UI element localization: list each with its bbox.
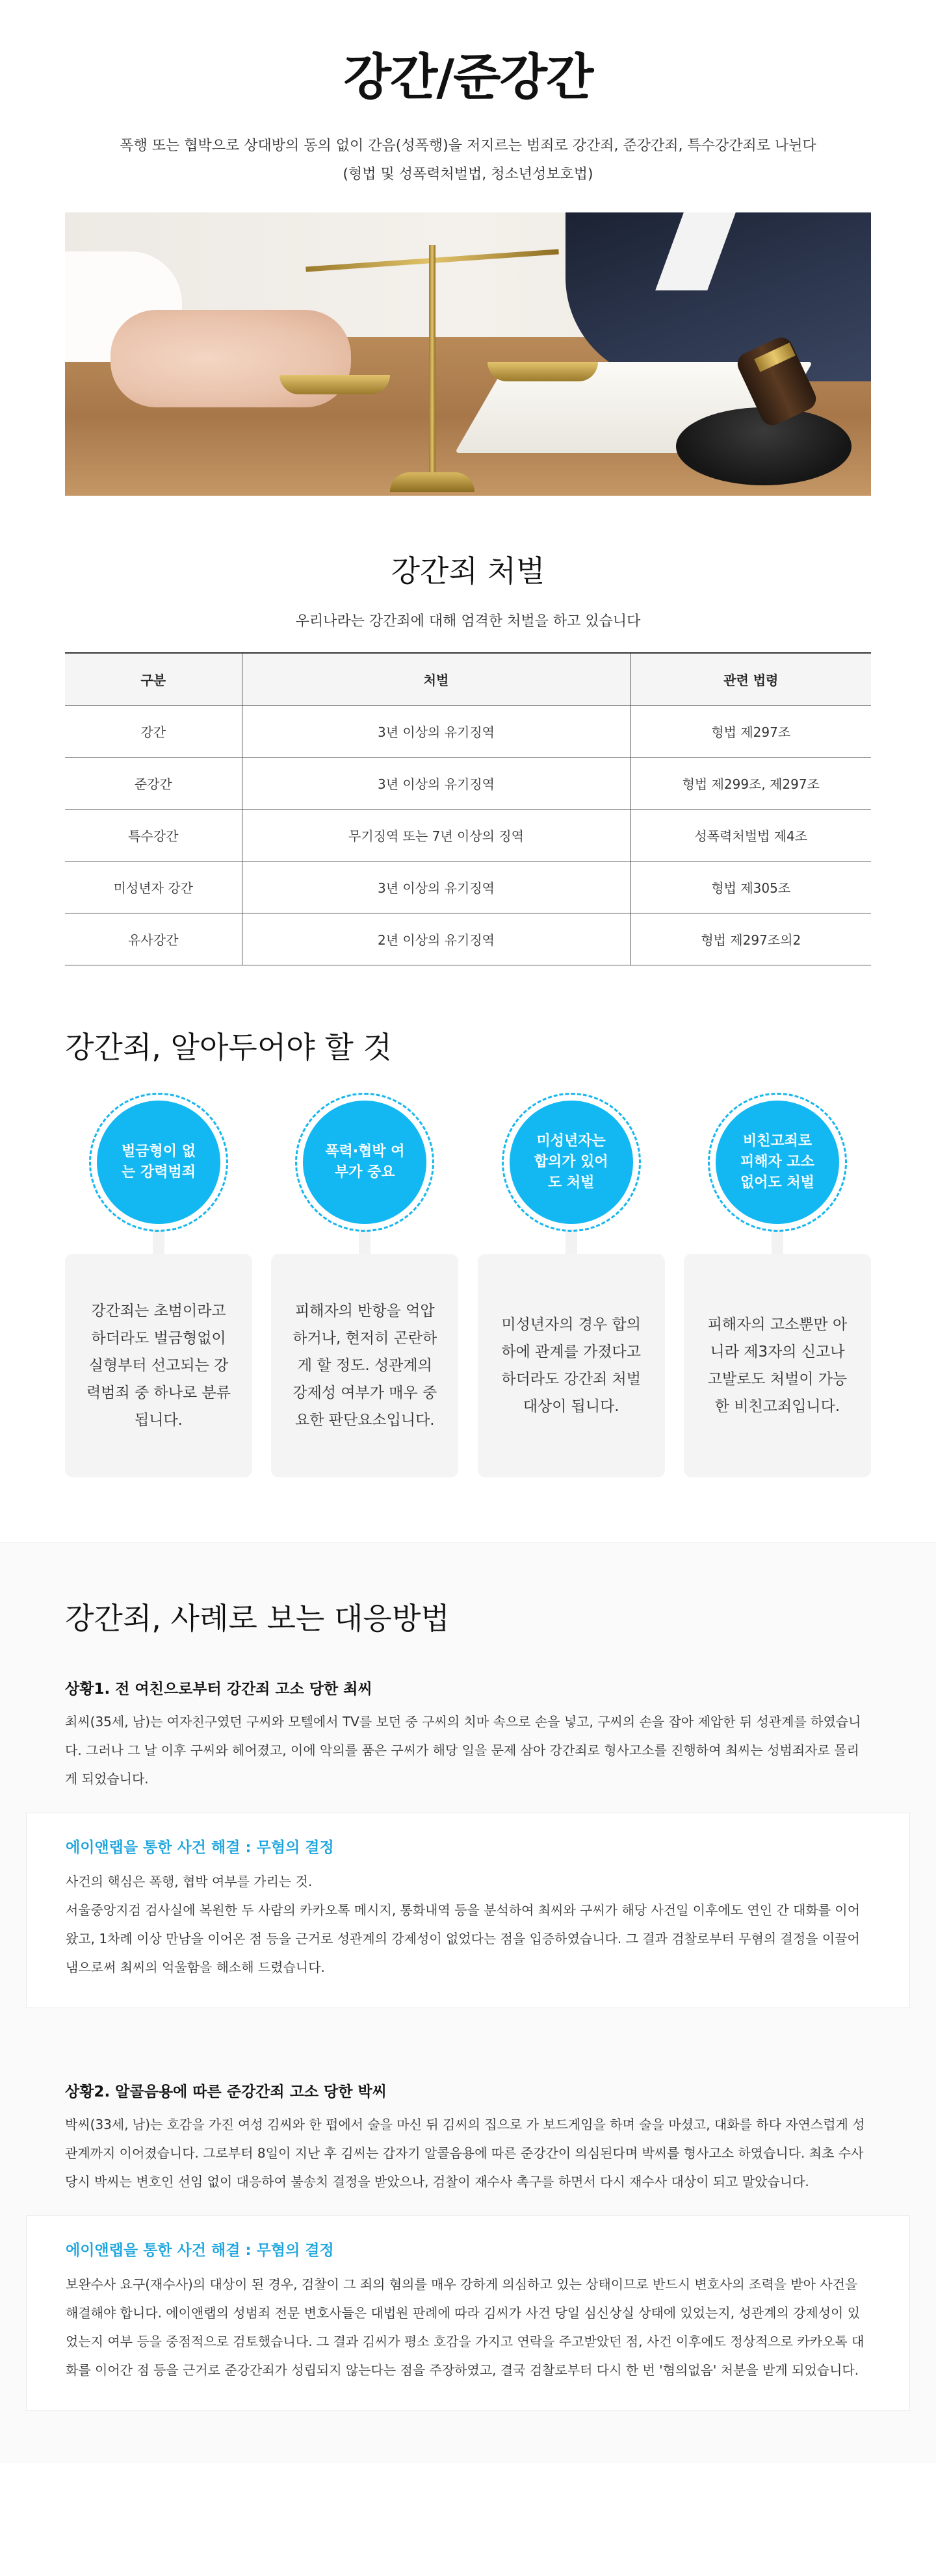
column-header: 관련 법령: [630, 653, 871, 705]
scale-pan-left: [280, 375, 390, 394]
punishment-table: [65, 652, 871, 965]
circle-ring: [708, 1093, 847, 1232]
circle-ring: [295, 1093, 434, 1232]
table-cell: 형법 제297조의2: [630, 913, 871, 965]
column-header: 처벌: [242, 653, 630, 705]
case-text: 박씨(33세, 남)는 호감을 가진 여성 김씨와 한 펍에서 술을 마신 뒤 김씨의 집으로 가 보드게임을 하며 술을 마셨고, 대화를 하다 자연스럽게 성관계까지 이어졌습니다. 그로부터 8일이 지난 후 김씨는 갑자기 알콜음용에 따른 준강간이 의심된다며 박씨를 형사고소 하였습니다. 최초 수사 당시 박씨는 변호인 선임 없이 대응하여 불송치 결정을 받았으나, 검찰이 재수사 촉구를 하면서 다시 재수사 대상이 되고 말았습니다.: [65, 2116, 865, 2189]
know-title: 강간죄, 알아두어야 할 것: [65, 1029, 392, 1065]
table-row: [65, 913, 871, 965]
table-cell: 강간: [65, 705, 242, 757]
scale-pole: [429, 245, 436, 485]
card-body: 피해자의 반항을 억압하거나, 현저히 곤란하게 할 정도. 성관계의 강제성 여부가 매우 중요한 판단요소입니다.: [271, 1254, 458, 1477]
table-cell: 3년 이상의 유기징역: [242, 757, 630, 809]
case-text: 최씨(35세, 남)는 여자친구였던 구씨와 모텔에서 TV를 보던 중 구씨의 치마 속으로 손을 넣고, 구씨의 손을 잡아 제압한 뒤 성관계를 하였습니다. 그러나 그 날 이후 구씨와 헤어졌고, 이에 악의를 품은 구씨가 해당 일을 문제 삼아 강간죄로 형사고소를 진행하여 최씨는 성범죄자로 몰리게 되었습니다.: [65, 1713, 861, 1787]
table-cell: 특수강간: [65, 809, 242, 861]
solution-text: [66, 1867, 870, 1982]
table-cell: 3년 이상의 유기징역: [242, 705, 630, 757]
table-cell: 형법 제299조, 제297조: [630, 757, 871, 809]
punishment-title: 강간죄 처벌: [391, 554, 545, 589]
table-header-row: [65, 653, 871, 705]
card-circle-label: 비친고죄로 피해자 고소 없어도 처벌: [716, 1101, 839, 1224]
solution-box: [26, 2215, 910, 2411]
hero-photo-scales-of-justice: [65, 212, 871, 496]
solution-line: 서울중앙지검 검사실에 복원한 두 사람의 카카오톡 메시지, 통화내역 등을 분석하여 최씨와 구씨가 해당 사건일 이후에도 연인 간 대화를 이어왔고, 1차례 이상 만남을 이어온 점 등을 근거로 성관계의 강제성이 없었다는 점을 입증하였습니다. 그 결과 검찰로부터 무혐의 결정을 이끌어 냄으로써 최씨의 억울함을 해소해 드렸습니다.: [66, 1902, 861, 1975]
card-circle-label: 벌금형이 없는 강력범죄: [97, 1101, 220, 1224]
table-cell: 유사강간: [65, 913, 242, 965]
table-cell: 형법 제305조: [630, 861, 871, 913]
table-cell: 2년 이상의 유기징역: [242, 913, 630, 965]
card-body: 강간죄는 초범이라고 하더라도 벌금형없이 실형부터 선고되는 강력범죄 중 하나로 분류됩니다.: [65, 1254, 252, 1477]
scale-base: [390, 472, 474, 492]
table-row: [65, 861, 871, 913]
know-card: [684, 1093, 871, 1477]
cases-title: 강간죄, 사례로 보는 대응방법: [65, 1600, 450, 1636]
know-card: [271, 1093, 458, 1477]
know-cards: [65, 1093, 871, 1477]
card-stem: [359, 1229, 370, 1254]
table-row: [65, 705, 871, 757]
table-cell: 준강간: [65, 757, 242, 809]
table-cell: 형법 제297조: [630, 705, 871, 757]
page-subtitle: [65, 132, 871, 189]
table-cell: 성폭력처벌법 제4조: [630, 809, 871, 861]
page-header: [0, 0, 936, 189]
subtitle-line: 폭행 또는 협박으로 상대방의 동의 없이 간음(성폭행)을 저지르는 범죄로 강간죄, 준강간죄, 특수강간죄로 나뉜다: [120, 138, 816, 154]
solution-heading: 에이앤랩을 통한 사건 해결 : 무혐의 결정: [66, 1839, 334, 1856]
solution-text: 보완수사 요구(재수사)의 대상이 된 경우, 검찰이 그 죄의 혐의를 매우 강하게 의심하고 있는 상태이므로 반드시 변호사의 조력을 받아 사건을 해결해야 합니다. 에이앤랩의 성범죄 전문 변호사들은 대법원 판례에 따라 김씨가 사건 당일 심신상실 상태에 있었는지, 성관계의 강제성이 있었는지 여부 등을 중점적으로 검토했습니다. 그 결과 김씨가 평소 호감을 가지고 연락을 주고받았던 점, 사건 이후에도 정상적으로 카카오톡 대화를 이어간 점 등을 근거로 준강간죄가 성립되지 않는다는 점을 주장하였고, 결국 검찰로부터 다시 한 번 '혐의없음' 처분을 받게 되었습니다.: [66, 2276, 864, 2378]
table-cell: 3년 이상의 유기징역: [242, 861, 630, 913]
solution-box: [26, 1813, 910, 2008]
case-heading: 상황2. 알콜음용에 따른 준강간죄 고소 당한 박씨: [65, 2083, 387, 2100]
solution-line: 사건의 핵심은 폭행, 협박 여부를 가리는 것.: [66, 1873, 313, 1889]
punishment-subtitle: 우리나라는 강간죄에 대해 엄격한 처벌을 하고 있습니다: [295, 613, 641, 630]
page-title: 강간/준강간: [343, 48, 593, 106]
card-stem: [772, 1229, 783, 1254]
subtitle-line: (형법 및 성폭력처벌법, 청소년성보호법): [343, 166, 593, 183]
know-card: [65, 1093, 252, 1477]
card-body: 미성년자의 경우 합의하에 관계를 가졌다고 하더라도 강간죄 처벌 대상이 됩니다.: [478, 1254, 665, 1477]
case-heading: 상황1. 전 여친으로부터 강간죄 고소 당한 최씨: [65, 1680, 372, 1698]
card-body: 피해자의 고소뿐만 아니라 제3자의 신고나 고발로도 처벌이 가능한 비친고죄입니다.: [684, 1254, 871, 1477]
table-cell: 미성년자 강간: [65, 861, 242, 913]
column-header: 구분: [65, 653, 242, 705]
card-circle-label: 미성년자는 합의가 있어도 처벌: [510, 1101, 633, 1224]
table-row: [65, 809, 871, 861]
table-row: [65, 757, 871, 809]
solution-heading: 에이앤랩을 통한 사건 해결 : 무혐의 결정: [66, 2241, 334, 2259]
circle-ring: [502, 1093, 641, 1232]
know-card: [478, 1093, 665, 1477]
scale-pan-right: [488, 362, 598, 381]
cases-section: [0, 1542, 936, 2463]
card-stem: [566, 1229, 577, 1254]
circle-ring: [89, 1093, 228, 1232]
know-section: [65, 1024, 871, 1477]
punishment-section: [0, 548, 936, 965]
card-stem: [153, 1229, 164, 1254]
table-cell: 무기징역 또는 7년 이상의 징역: [242, 809, 630, 861]
card-circle-label: 폭력·협박 여부가 중요: [303, 1101, 426, 1224]
